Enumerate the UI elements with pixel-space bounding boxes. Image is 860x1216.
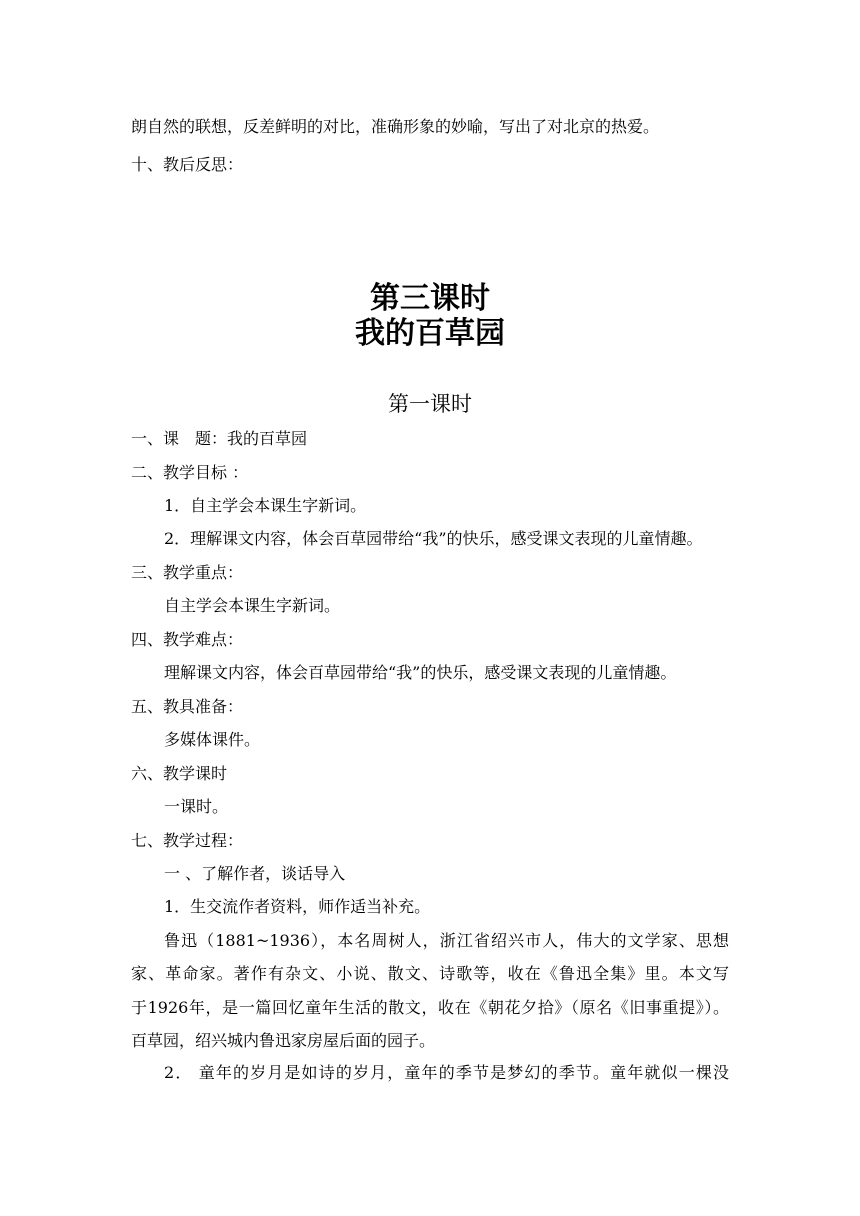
list-item: 1．生交流作者资料，师作适当补充。 bbox=[164, 897, 431, 916]
text-line: 朗自然的联想，反差鲜明的对比，准确形象的妙喻，写出了对北京的热爱。 bbox=[131, 117, 660, 136]
section-heading: 七、教学过程： bbox=[131, 831, 244, 850]
list-item: 2． 童年的岁月是如诗的岁月，童年的季节是梦幻的季节。童年就似一棵没 bbox=[164, 1063, 729, 1082]
paragraph-line: 鲁迅（1881~1936），本名周树人，浙江省绍兴市人，伟大的文学家、思想 bbox=[164, 931, 729, 950]
lesson-subtitle: 我的百草园 bbox=[355, 316, 505, 351]
subsection-heading: 一 、了解作者，谈话导入 bbox=[164, 864, 346, 883]
paragraph-line: 于1926年，是一篇回忆童年生活的散文，收在《朝花夕拾》（原名《旧事重提》）。 bbox=[131, 998, 729, 1017]
section-heading: 五、教具准备： bbox=[131, 697, 244, 716]
section-heading: 六、教学课时 bbox=[131, 764, 228, 783]
list-item: 1．自主学会本课生字新词。 bbox=[164, 496, 367, 515]
text-line: 多媒体课件。 bbox=[164, 730, 261, 749]
section-heading: 四、教学难点： bbox=[131, 630, 244, 649]
period-heading: 第一课时 bbox=[388, 392, 472, 416]
text-line: 理解课文内容，体会百草园带给“我”的快乐，感受课文表现的儿童情趣。 bbox=[164, 663, 677, 682]
section-heading: 三、教学重点： bbox=[131, 563, 244, 582]
section-heading: 十、教后反思： bbox=[131, 155, 244, 174]
text-line: 自主学会本课生字新词。 bbox=[164, 596, 341, 615]
paragraph-line: 家、革命家。著作有杂文、小说、散文、诗歌等，收在《鲁迅全集》里。本文写 bbox=[131, 964, 729, 983]
section-heading: 一、课 题：我的百草园 bbox=[131, 429, 308, 448]
paragraph-line: 百草园，绍兴城内鲁迅家房屋后面的园子。 bbox=[131, 1031, 436, 1050]
list-item: 2．理解课文内容，体会百草园带给“我”的快乐，感受课文表现的儿童情趣。 bbox=[164, 529, 703, 548]
text-line: 一课时。 bbox=[164, 797, 229, 816]
lesson-title: 第三课时 bbox=[370, 281, 490, 316]
section-heading: 二、教学目标 ： bbox=[131, 463, 249, 482]
